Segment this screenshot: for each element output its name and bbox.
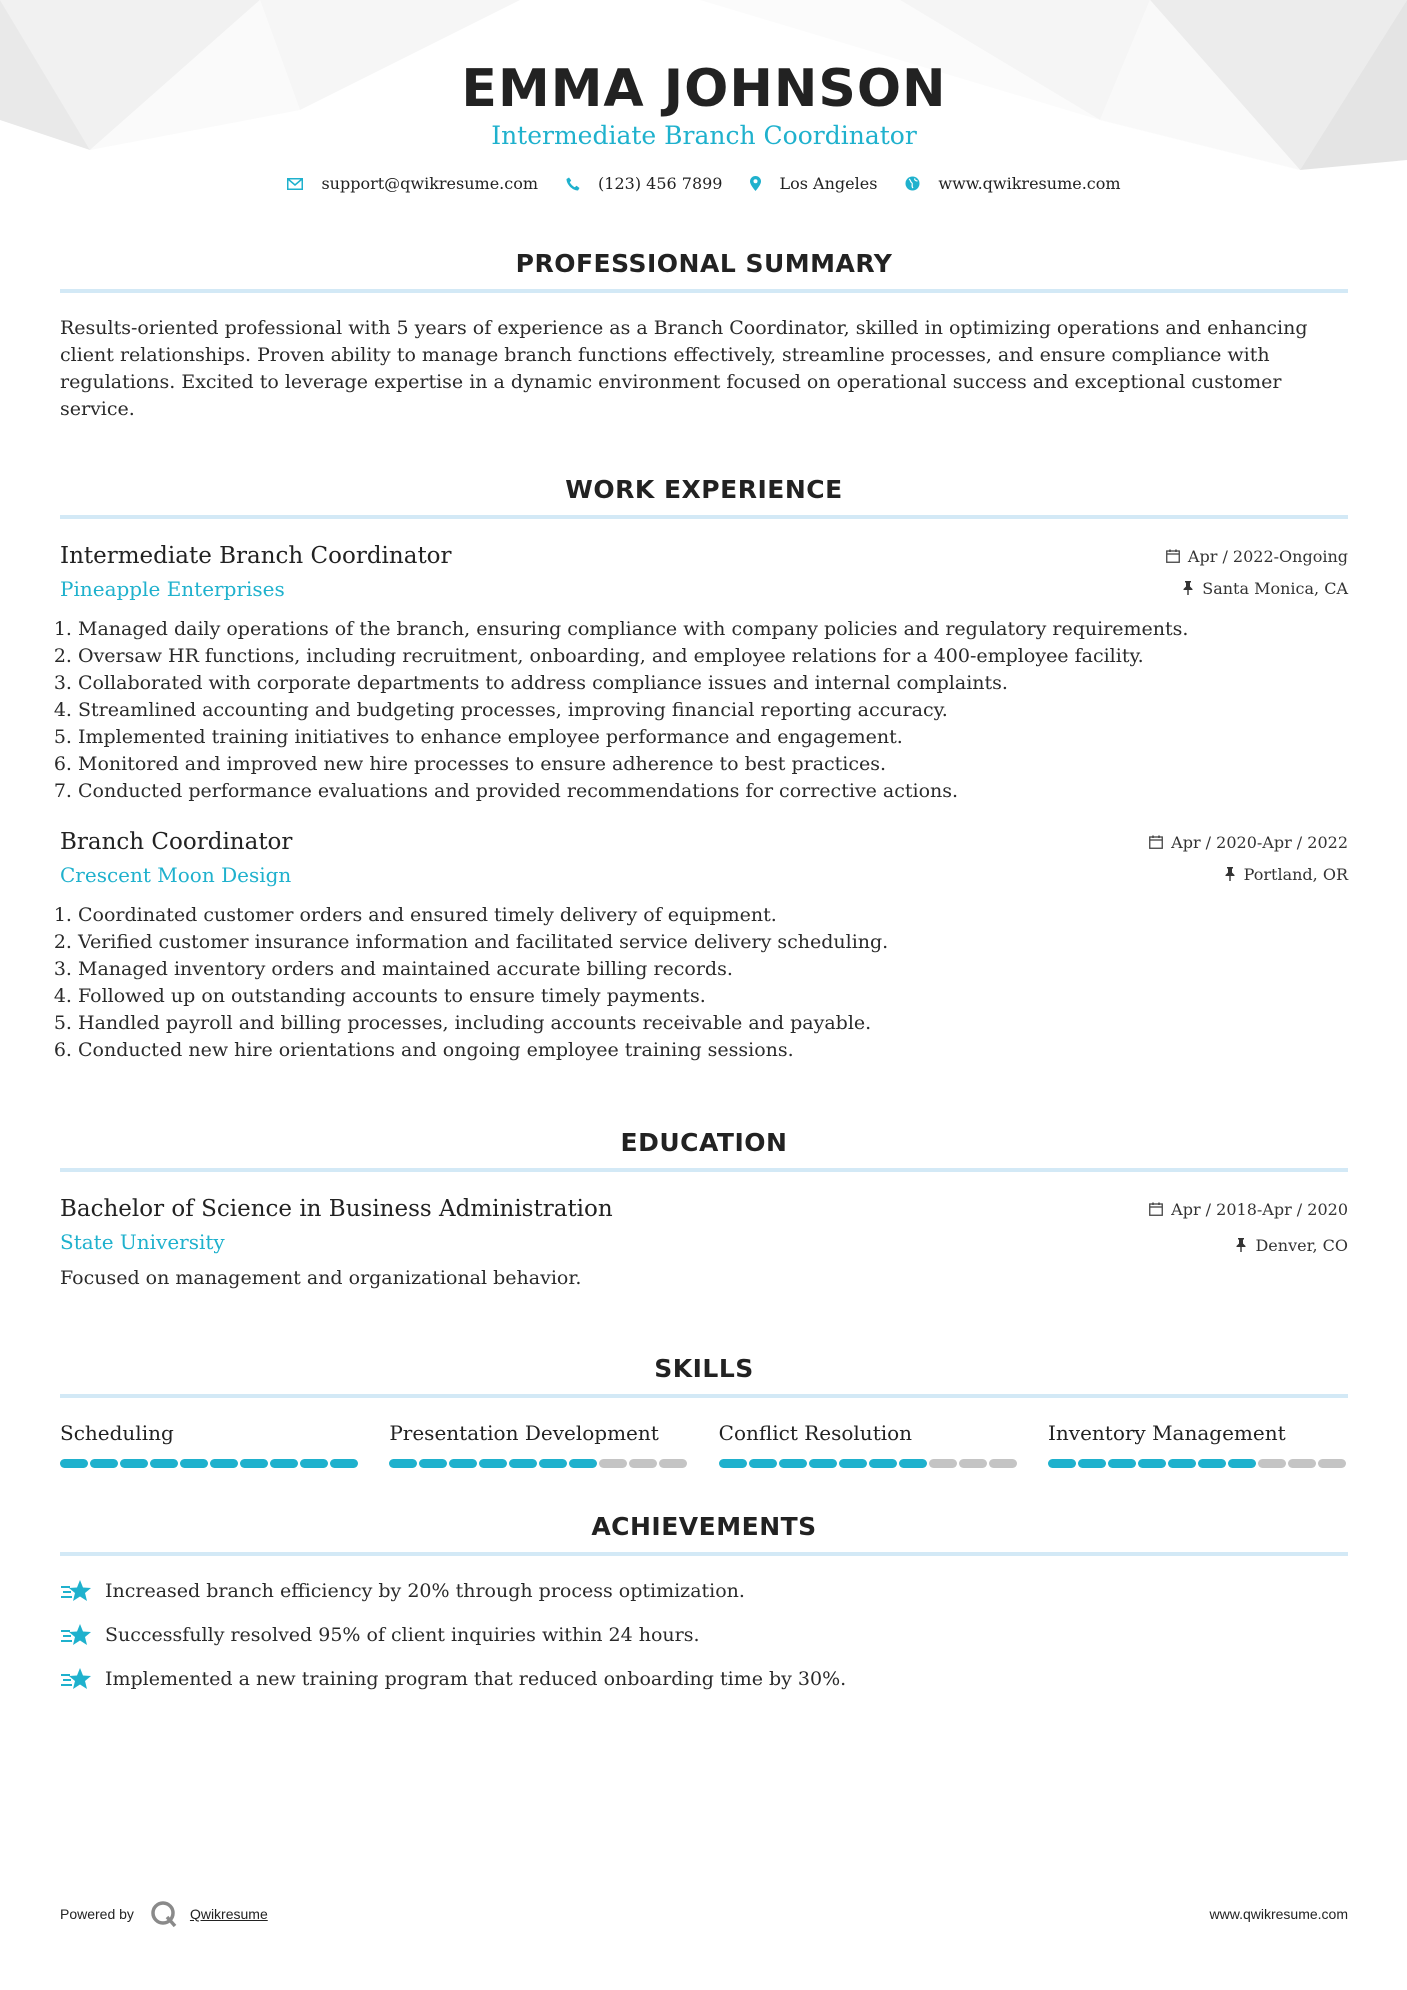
skill-level-segment [90, 1459, 118, 1468]
list-item: 1. Managed daily operations of the branch, ensuring compliance with company policies and regulatory requirements. [78, 616, 1348, 643]
skill-level-bar [1048, 1459, 1348, 1468]
skill-name: Inventory Management [1047, 1421, 1286, 1445]
skill-level-segment [809, 1459, 837, 1468]
skill-level-segment [120, 1459, 148, 1468]
skill-level-segment [1168, 1459, 1196, 1468]
list-item: 5. Handled payroll and billing processes, including accounts receivable and payable. [78, 1010, 1348, 1037]
skill-level-segment [899, 1459, 927, 1468]
envelope-icon [287, 178, 303, 190]
skill-level-segment [1198, 1459, 1226, 1468]
education-heading: EDUCATION [60, 1128, 1348, 1172]
list-item: 6. Conducted new hire orientations and ongoing employee training sessions. [78, 1037, 1348, 1064]
contact-bar [60, 174, 1348, 193]
job-dates: Apr / 2020-Apr / 2022 [1171, 832, 1348, 852]
footer-website[interactable]: www.qwikresume.com [1209, 1906, 1348, 1922]
job-company: Pineapple Enterprises [60, 577, 285, 601]
qwikresume-link[interactable]: Qwikresume [189, 1906, 268, 1922]
skill-level-segment [1288, 1459, 1316, 1468]
skill-item [389, 1420, 689, 1468]
achievement-text: Successfully resolved 95% of client inquiries within 24 hours. [105, 1624, 700, 1646]
skill-level-segment [1228, 1459, 1256, 1468]
shooting-star-icon [60, 1666, 93, 1692]
achievements-section [60, 1512, 1348, 1692]
list-item: 2. Oversaw HR functions, including recruitment, onboarding, and employee relations for a 400-employee facility. [78, 643, 1348, 670]
skill-level-segment [330, 1459, 358, 1468]
pushpin-icon [1182, 581, 1194, 595]
skill-level-bar [60, 1459, 360, 1468]
education-entry [60, 1194, 1348, 1292]
education-description: Focused on management and organizational behavior. [60, 1267, 582, 1289]
skill-level-segment [659, 1459, 687, 1468]
skill-item [1048, 1420, 1348, 1468]
job-meta [1149, 827, 1348, 885]
achievements-heading: ACHIEVEMENTS [60, 1512, 1348, 1556]
job-title: Intermediate Branch Coordinator [60, 543, 452, 569]
job-location: Santa Monica, CA [1202, 578, 1348, 598]
education-location: Denver, CO [1255, 1235, 1348, 1255]
skill-level-segment [989, 1459, 1017, 1468]
calendar-icon [1149, 1202, 1163, 1216]
skill-level-segment [240, 1459, 268, 1468]
calendar-icon [1166, 549, 1180, 563]
list-item: 1. Coordinated customer orders and ensured timely delivery of equipment. [78, 902, 1348, 929]
skill-level-segment [719, 1459, 747, 1468]
skill-level-segment [449, 1459, 477, 1468]
job-company: Crescent Moon Design [60, 863, 292, 887]
achievement-text: Implemented a new training program that reduced onboarding time by 30%. [105, 1668, 847, 1690]
website-text: www.qwikresume.com [938, 174, 1121, 193]
skill-level-segment [869, 1459, 897, 1468]
skill-level-segment [1078, 1459, 1106, 1468]
skill-level-segment [569, 1459, 597, 1468]
contact-email[interactable] [287, 174, 538, 193]
skill-level-segment [419, 1459, 447, 1468]
summary-heading: PROFESSIONAL SUMMARY [60, 249, 1348, 293]
pushpin-icon [1224, 867, 1236, 881]
skill-level-bar [389, 1459, 689, 1468]
job-title: Branch Coordinator [60, 829, 293, 855]
globe-icon [905, 176, 920, 191]
skill-level-segment [270, 1459, 298, 1468]
job-entry-2 [60, 827, 1348, 1064]
qwikresume-logo-icon [150, 1900, 178, 1928]
list-item: 3. Managed inventory orders and maintained accurate billing records. [78, 956, 1348, 983]
skill-level-segment [779, 1459, 807, 1468]
skill-level-segment [180, 1459, 208, 1468]
job-dates: Apr / 2022-Ongoing [1187, 546, 1348, 566]
job-bullets [60, 902, 1348, 1064]
skill-level-segment [1108, 1459, 1136, 1468]
job-entry-1 [60, 541, 1348, 805]
skill-level-segment [1258, 1459, 1286, 1468]
achievements-list [60, 1578, 1348, 1692]
powered-by-label: Powered by [60, 1906, 134, 1922]
skill-level-segment [929, 1459, 957, 1468]
skill-level-segment [1138, 1459, 1166, 1468]
school-name: State University [60, 1230, 225, 1254]
phone-icon [566, 177, 580, 191]
skill-level-segment [599, 1459, 627, 1468]
phone-text: (123) 456 7899 [598, 174, 723, 193]
skill-level-segment [479, 1459, 507, 1468]
achievement-text: Increased branch efficiency by 20% through process optimization. [105, 1580, 745, 1602]
skill-name: Presentation Development [389, 1421, 659, 1445]
education-meta [1149, 1194, 1348, 1256]
powered-by [60, 1900, 268, 1928]
skill-item [719, 1420, 1019, 1468]
shooting-star-icon [60, 1622, 93, 1648]
degree-title: Bachelor of Science in Business Administration [60, 1196, 613, 1222]
list-item: 6. Monitored and improved new hire processes to ensure adherence to best practices. [78, 751, 1348, 778]
summary-section [60, 249, 1348, 423]
skill-level-segment [300, 1459, 328, 1468]
skill-name: Scheduling [60, 1421, 174, 1445]
pushpin-icon [1235, 1238, 1247, 1252]
experience-section [60, 475, 1348, 1064]
skill-level-bar [719, 1459, 1019, 1468]
achievement-item [60, 1622, 1348, 1648]
skill-level-segment [839, 1459, 867, 1468]
map-marker-icon [750, 176, 761, 191]
achievement-item [60, 1666, 1348, 1692]
education-section [60, 1128, 1348, 1292]
summary-text: Results-oriented professional with 5 years of experience as a Branch Coordinator, skilled in optimizing operations and enhancing client relationships. Proven ability to manage branch functions effectively, streamline processes, and ensure compliance with regulations. Excited to leverage expertise in a dynamic environment focused on operational success and exceptional customer service. [60, 317, 1308, 420]
page-footer [60, 1900, 1348, 1928]
list-item: 5. Implemented training initiatives to enhance employee performance and engagement. [78, 724, 1348, 751]
education-dates: Apr / 2018-Apr / 2020 [1171, 1199, 1348, 1219]
skill-level-segment [210, 1459, 238, 1468]
skills-section [60, 1354, 1348, 1468]
achievement-item [60, 1578, 1348, 1604]
skills-grid [60, 1420, 1348, 1468]
skill-level-segment [959, 1459, 987, 1468]
location-text: Los Angeles [779, 174, 878, 193]
skill-level-segment [629, 1459, 657, 1468]
candidate-role: Intermediate Branch Coordinator [491, 121, 917, 150]
list-item: 4. Streamlined accounting and budgeting processes, improving financial reporting accuracy. [78, 697, 1348, 724]
contact-website[interactable] [905, 174, 1120, 193]
list-item: 7. Conducted performance evaluations and provided recommendations for corrective actions. [78, 778, 1348, 805]
skill-item [60, 1420, 360, 1468]
job-meta [1166, 541, 1348, 599]
list-item: 2. Verified customer insurance information and facilitated service delivery scheduling. [78, 929, 1348, 956]
skill-level-segment [749, 1459, 777, 1468]
job-location: Portland, OR [1243, 864, 1348, 884]
list-item: 4. Followed up on outstanding accounts to ensure timely payments. [78, 983, 1348, 1010]
skills-heading: SKILLS [60, 1354, 1348, 1398]
skill-level-segment [150, 1459, 178, 1468]
list-item: 3. Collaborated with corporate departments to address compliance issues and internal complaints. [78, 670, 1348, 697]
contact-location [750, 174, 877, 193]
skill-level-segment [389, 1459, 417, 1468]
skill-level-segment [1048, 1459, 1076, 1468]
contact-phone[interactable] [566, 174, 722, 193]
skill-name: Conflict Resolution [718, 1421, 913, 1445]
email-text: support@qwikresume.com [321, 174, 539, 193]
shooting-star-icon [60, 1578, 93, 1604]
skill-level-segment [1318, 1459, 1346, 1468]
resume-header [60, 0, 1348, 193]
candidate-name: EMMA JOHNSON [461, 59, 947, 119]
job-bullets [60, 616, 1348, 805]
skill-level-segment [509, 1459, 537, 1468]
skill-level-segment [60, 1459, 88, 1468]
experience-heading: WORK EXPERIENCE [60, 475, 1348, 519]
calendar-icon [1149, 835, 1163, 849]
skill-level-segment [539, 1459, 567, 1468]
